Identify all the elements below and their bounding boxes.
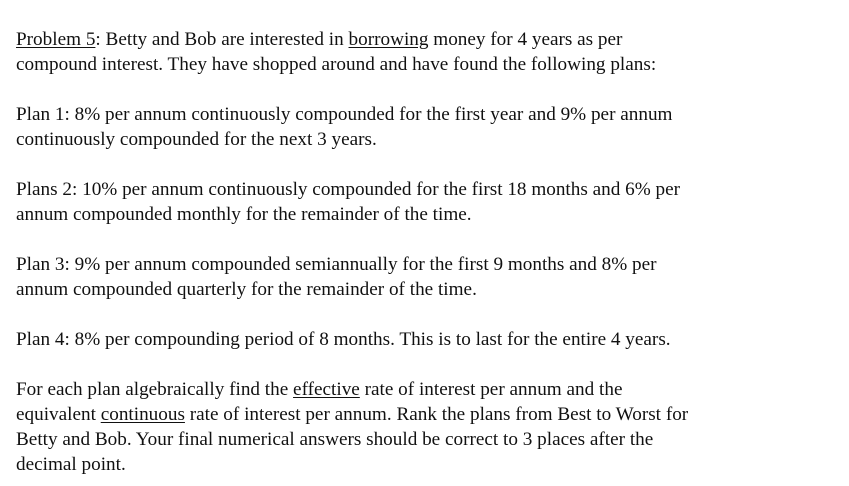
problem-intro-text-2: money for 4 years as per — [428, 29, 623, 50]
effective-word: effective — [293, 379, 360, 400]
plan-2-line-2: annum compounded monthly for the remainder of the time. — [16, 204, 472, 225]
instructions — [16, 377, 816, 477]
instructions-line-4: decimal point. — [16, 454, 126, 475]
instructions-line-3: Betty and Bob. Your final numerical answers should be correct to 3 places after the — [16, 429, 654, 450]
plan-3-line-1: Plan 3: 9% per annum compounded semiannually for the first 9 months and 8% per — [16, 254, 657, 275]
borrowing-word: borrowing — [348, 29, 429, 50]
plan-1-line-2: continuously compounded for the next 3 years. — [16, 129, 377, 150]
plan-2-line-1: Plans 2: 10% per annum continuously compounded for the first 18 months and 6% per — [16, 179, 680, 200]
continuous-word: continuous — [100, 404, 185, 425]
problem-statement — [16, 27, 816, 77]
document-body — [16, 27, 816, 477]
plan-1-line-1: Plan 1: 8% per annum continuously compounded for the first year and 9% per annum — [16, 104, 673, 125]
plan-4-line-1: Plan 4: 8% per compounding period of 8 months. This is to last for the entire 4 years. — [16, 329, 671, 350]
problem-intro-line-2: compound interest. They have shopped around and have found the following plans: — [16, 54, 657, 75]
plan-3 — [16, 252, 816, 302]
plan-4 — [16, 327, 816, 352]
plan-1 — [16, 102, 816, 152]
instructions-text-2: rate of interest per annum and the — [359, 379, 623, 400]
instructions-text-3: equivalent — [16, 404, 101, 425]
instructions-text: For each plan algebraically find the — [16, 379, 294, 400]
problem-label: Problem 5 — [16, 29, 96, 50]
instructions-text-4: rate of interest per annum. Rank the plans from Best to Worst for — [184, 404, 689, 425]
problem-intro-text: : Betty and Bob are interested in — [95, 29, 349, 50]
plan-2 — [16, 177, 816, 227]
plan-3-line-2: annum compounded quarterly for the remainder of the time. — [16, 279, 477, 300]
